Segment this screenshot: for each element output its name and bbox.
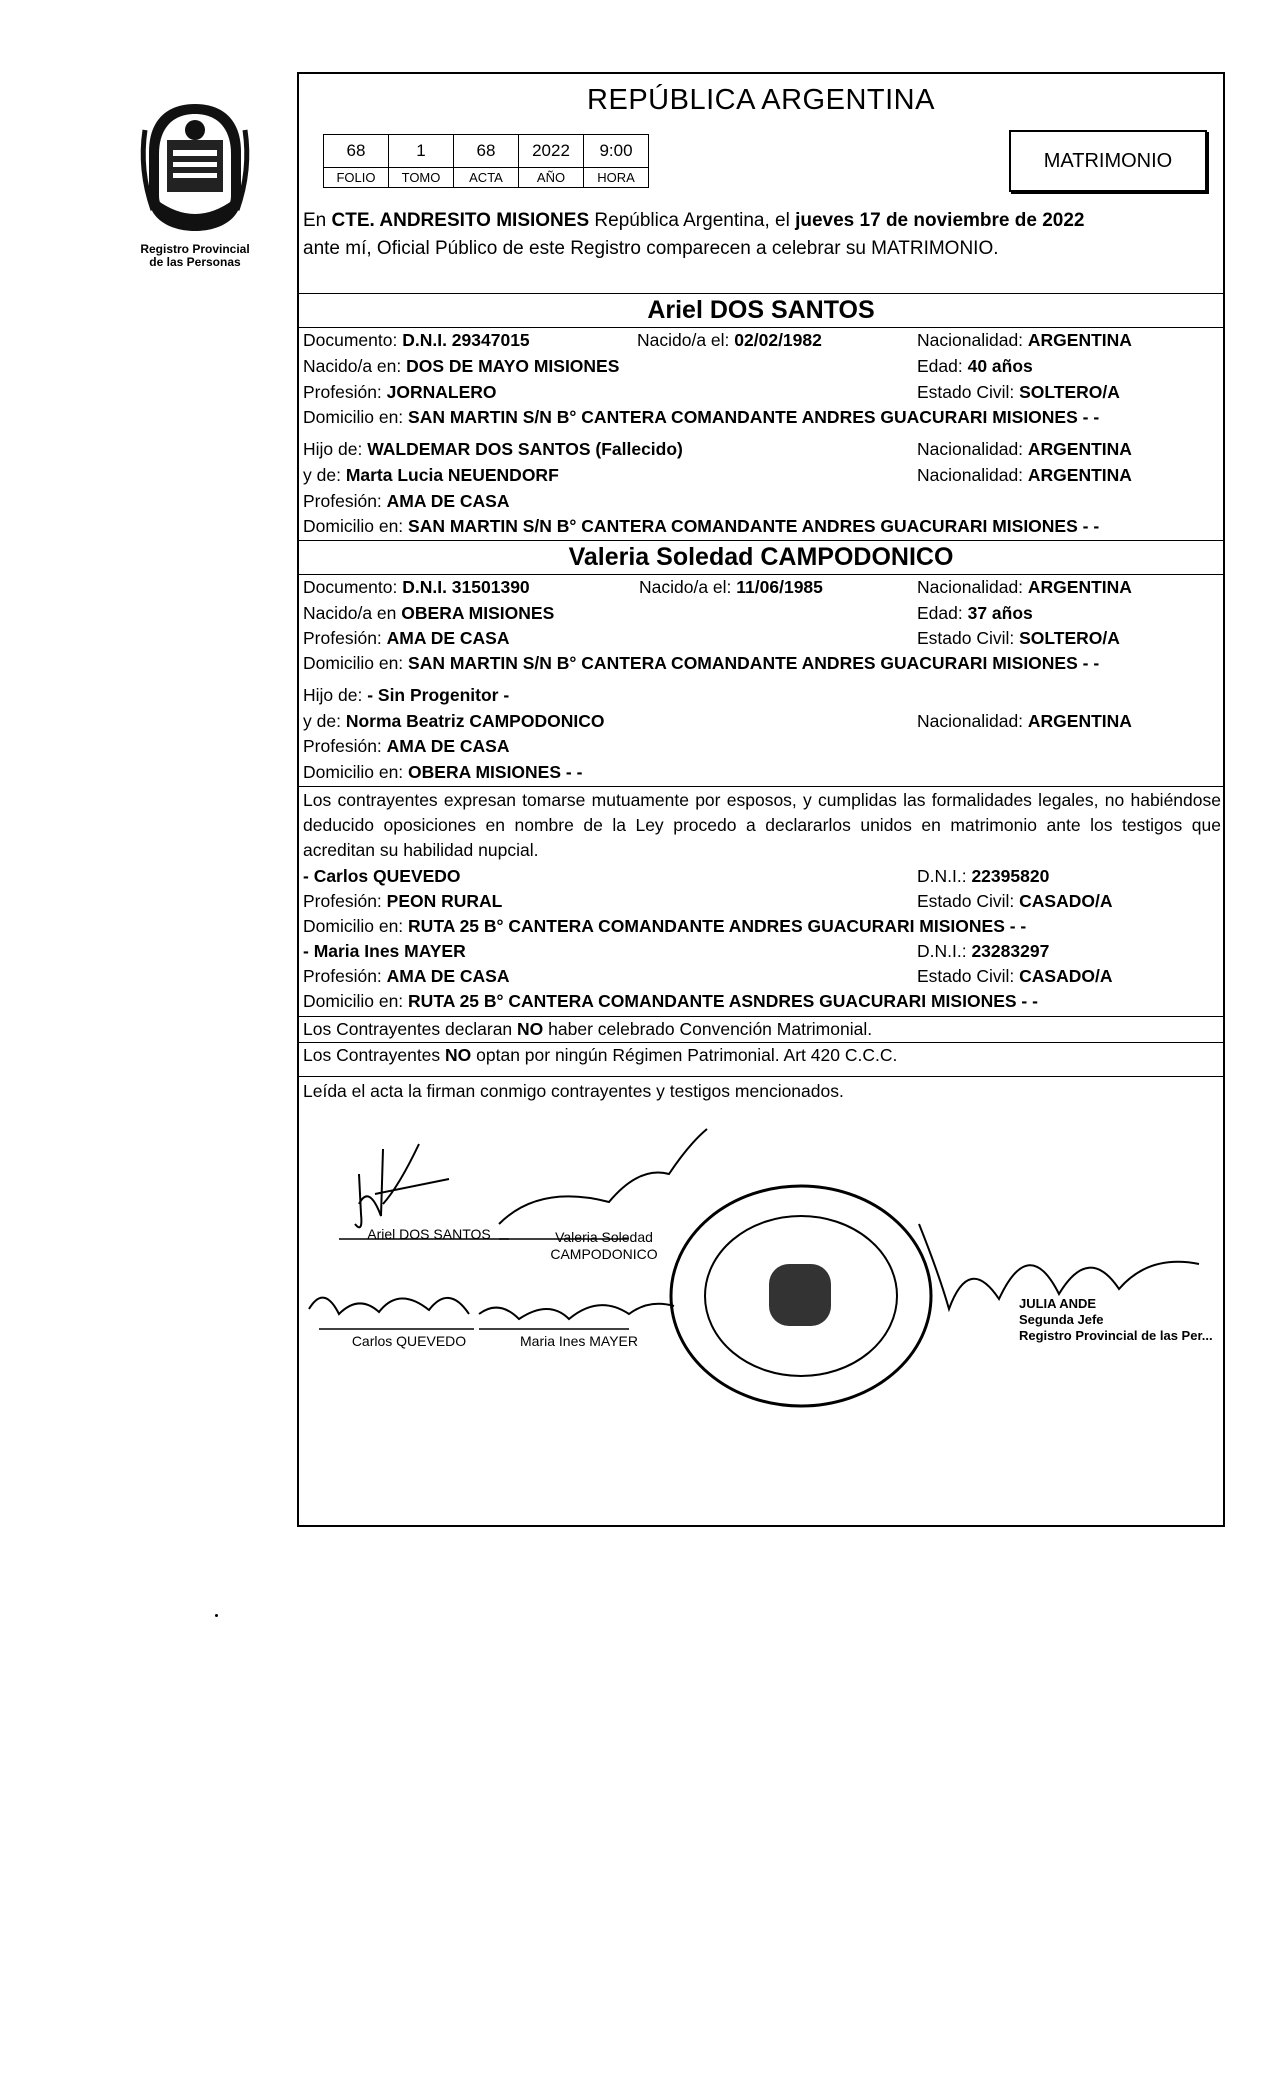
label: Nacionalidad:	[917, 330, 1028, 350]
label: Profesión:	[303, 966, 387, 986]
value: CASADO/A	[1019, 891, 1113, 911]
label: Profesión:	[303, 382, 387, 402]
label: Domicilio en:	[303, 516, 409, 536]
official-stamp-icon	[671, 1186, 931, 1406]
folio-label: FOLIO	[324, 168, 389, 188]
label: Estado Civil:	[917, 382, 1020, 402]
value: JORNALERO	[386, 382, 497, 402]
value: ARGENTINA	[1027, 711, 1132, 731]
value: SAN MARTIN S/N B° CANTERA COMANDANTE ANDRES GUACURARI MISIONES - -	[408, 653, 1100, 673]
value: AMA DE CASA	[386, 491, 510, 511]
value: ARGENTINA	[1027, 330, 1132, 350]
registry-caption-1: Registro Provincial	[140, 242, 250, 256]
label: Estado Civil:	[917, 628, 1020, 648]
value: 37 años	[967, 603, 1033, 623]
text: Los Contrayentes declaran	[303, 1019, 518, 1039]
label: Estado Civil:	[917, 966, 1020, 986]
label: Edad:	[917, 356, 968, 376]
value: RUTA 25 B° CANTERA COMANDANTE ANDRES GUACURARI MISIONES - -	[408, 916, 1027, 936]
acta-value: 68	[454, 135, 519, 168]
label: y de:	[303, 711, 346, 731]
label: Domicilio en:	[303, 916, 409, 936]
label: Edad:	[917, 603, 968, 623]
time-label: HORA	[584, 168, 649, 188]
value: DOS DE MAYO MISIONES	[406, 356, 620, 376]
value: - Sin Progenitor -	[367, 685, 510, 705]
label: Profesión:	[303, 736, 387, 756]
officer-name: JULIA ANDE	[1019, 1296, 1097, 1311]
value: SAN MARTIN S/N B° CANTERA COMANDANTE ANDRES GUACURARI MISIONES - -	[408, 407, 1100, 427]
bride-signature	[499, 1129, 707, 1239]
value: WALDEMAR DOS SANTOS (Fallecido)	[367, 439, 683, 459]
label: Estado Civil:	[917, 891, 1020, 911]
label: D.N.I.:	[917, 941, 972, 961]
emphasis: NO	[517, 1019, 544, 1039]
label: Nacido/a en:	[303, 356, 407, 376]
value: ARGENTINA	[1027, 439, 1132, 459]
record-type-box: MATRIMONIO	[1009, 130, 1207, 192]
label: Domicilio en:	[303, 407, 409, 427]
country-title: REPÚBLICA ARGENTINA	[587, 84, 935, 116]
tomo-label: TOMO	[389, 168, 454, 188]
intro-line2: ante mí, Oficial Público de este Registro comparecen a celebrar su MATRIMONIO.	[303, 238, 999, 259]
officer-signature-block	[1019, 1296, 1213, 1344]
witness1-signature	[309, 1298, 474, 1329]
label: Documento:	[303, 577, 403, 597]
witness2-sig-label: Maria Ines MAYER	[520, 1333, 638, 1349]
value: - Maria Ines MAYER	[303, 941, 466, 961]
line: Valeria Soledad	[555, 1229, 653, 1245]
value: 23283297	[971, 941, 1050, 961]
label: Nacido/a el:	[637, 330, 735, 350]
value: AMA DE CASA	[386, 736, 510, 756]
folio-value: 68	[324, 135, 389, 168]
label: Nacionalidad:	[917, 711, 1028, 731]
value: RUTA 25 B° CANTERA COMANDANTE ASNDRES GUACURARI MISIONES - -	[408, 991, 1038, 1011]
value: D.N.I. 31501390	[402, 577, 530, 597]
value: 02/02/1982	[734, 330, 822, 350]
value: 40 años	[967, 356, 1033, 376]
text: Los Contrayentes	[303, 1045, 446, 1065]
year-value: 2022	[519, 135, 584, 168]
emphasis: NO	[445, 1045, 472, 1065]
label: Hijo de:	[303, 685, 368, 705]
value: D.N.I. 29347015	[402, 330, 530, 350]
value: AMA DE CASA	[386, 628, 510, 648]
tomo-value: 1	[389, 135, 454, 168]
registry-logo	[120, 100, 270, 269]
province-seal-icon	[143, 100, 247, 235]
intro-place: CTE. ANDRESITO MISIONES	[331, 210, 590, 231]
label: Nacido/a el:	[639, 577, 737, 597]
groom-sig-label: Ariel DOS SANTOS	[367, 1226, 491, 1242]
value: OBERA MISIONES - -	[408, 762, 583, 782]
closing-text: Leída el acta la firman conmigo contrayentes y testigos mencionados.	[303, 1081, 844, 1101]
text: optan por ningún Régimen Patrimonial. Art 420 C.C.C.	[471, 1045, 898, 1065]
value: SOLTERO/A	[1019, 628, 1120, 648]
groom-name: Ariel DOS SANTOS	[647, 296, 875, 324]
value: Marta Lucia NEUENDORF	[345, 465, 559, 485]
label: Profesión:	[303, 628, 387, 648]
intro-middle: República Argentina, el	[589, 210, 796, 231]
groom-signature	[339, 1144, 509, 1239]
label: Domicilio en:	[303, 653, 409, 673]
intro-prefix: En	[303, 210, 332, 231]
line: CAMPODONICO	[550, 1246, 658, 1262]
label: Nacionalidad:	[917, 577, 1028, 597]
witness1-sig-label: Carlos QUEVEDO	[351, 1333, 467, 1349]
value: Norma Beatriz CAMPODONICO	[345, 711, 605, 731]
officer-office: Registro Provincial de las Per...	[1019, 1328, 1213, 1343]
registry-caption-2: de las Personas	[149, 255, 241, 269]
time-value: 9:00	[584, 135, 649, 168]
value: SOLTERO/A	[1019, 382, 1120, 402]
marriage-certificate	[297, 72, 1225, 1527]
stray-mark	[215, 1614, 218, 1617]
value: AMA DE CASA	[386, 966, 510, 986]
officer-title: Segunda Jefe	[1019, 1312, 1104, 1327]
label: Hijo de:	[303, 439, 368, 459]
value: ARGENTINA	[1027, 577, 1132, 597]
label: Profesión:	[303, 491, 387, 511]
value: SAN MARTIN S/N B° CANTERA COMANDANTE ANDRES GUACURARI MISIONES - -	[408, 516, 1100, 536]
bride-name: Valeria Soledad CAMPODONICO	[568, 543, 954, 571]
acta-label: ACTA	[454, 168, 519, 188]
intro-date: jueves 17 de noviembre de 2022	[795, 210, 1085, 231]
label: Documento:	[303, 330, 403, 350]
label: D.N.I.:	[917, 866, 972, 886]
witness2-signature	[479, 1304, 674, 1329]
label: Domicilio en:	[303, 762, 409, 782]
value: OBERA MISIONES	[401, 603, 555, 623]
text: haber celebrado Convención Matrimonial.	[543, 1019, 873, 1039]
bride-sig-label	[539, 1229, 669, 1263]
label: Nacido/a en	[303, 603, 402, 623]
value: - Carlos QUEVEDO	[303, 866, 461, 886]
label: y de:	[303, 465, 346, 485]
value: CASADO/A	[1019, 966, 1113, 986]
value: PEON RURAL	[386, 891, 503, 911]
declaration-text: Los contrayentes expresan tomarse mutuamente por esposos, y cumplidas las formalidades legales, no habiéndose deducido oposiciones en nombre de la Ley procedo a declararlos unidos en matrimonio ante los testigos que acreditan su habilidad nupcial.	[303, 790, 1221, 860]
label: Nacionalidad:	[917, 439, 1028, 459]
year-label: AÑO	[519, 168, 584, 188]
value: 22395820	[971, 866, 1050, 886]
label: Profesión:	[303, 891, 387, 911]
value: ARGENTINA	[1027, 465, 1132, 485]
label: Domicilio en:	[303, 991, 409, 1011]
label: Nacionalidad:	[917, 465, 1028, 485]
value: 11/06/1985	[736, 577, 823, 597]
